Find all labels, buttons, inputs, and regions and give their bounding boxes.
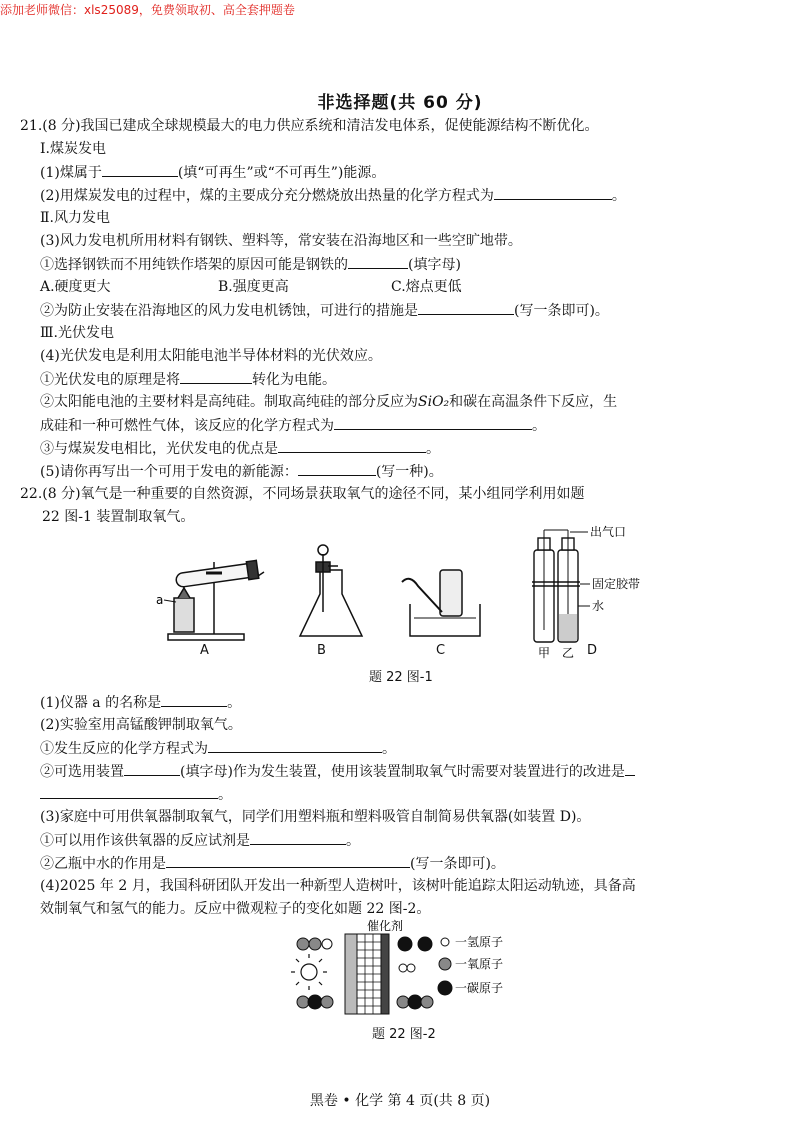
q22-part2-1: ①发生反应的化学方程式为 。 [40, 741, 396, 757]
q22-part3-1: ①可以用作该供氧器的反应试剂是 。 [40, 833, 360, 849]
answer-blank[interactable] [161, 693, 227, 707]
legend-carbon: 一碳原子 [455, 981, 504, 995]
q21-part3-1: ①选择钢铁而不用纯铁作塔架的原因可能是钢铁的 (填字母) [40, 257, 461, 273]
answer-blank[interactable] [180, 370, 252, 384]
q22-part4: (4)2025 年 2 月，我国科研团队开发出一种新型人造树叶，该树叶能追踪太阳运动轨迹，具备高 [40, 878, 636, 894]
q21-part4-2: ②太阳能电池的主要材料是高纯硅。制取高纯硅的部分反应为SiO₂和碳在高温条件下反应，生 [40, 394, 618, 410]
q21-heading-wind: Ⅱ.风力发电 [40, 210, 110, 226]
legend-hydrogen: 一氢原子 [455, 935, 504, 949]
answer-blank[interactable] [278, 439, 426, 453]
figure-22-2 [285, 918, 545, 1018]
molecules-product [397, 937, 433, 1009]
q21-part4: (4)光伏发电是利用太阳能电池半导体材料的光伏效应。 [40, 348, 382, 364]
q22-part2-2: ②可选用装置 (填字母)作为发生装置，使用该装置制取氧气时需要对装置进行的改进是 [40, 762, 635, 781]
page-footer: 黑卷 • 化学 第 4 页(共 8 页) [309, 1093, 491, 1109]
figure-22-1 [140, 520, 660, 670]
apparatus-b [300, 545, 362, 636]
fig1-label-b: B [317, 643, 326, 658]
q22-part2: (2)实验室用高锰酸钾制取氧气。 [40, 717, 242, 733]
label-gas-outlet: 出气口 [590, 525, 627, 539]
answer-blank[interactable] [348, 255, 408, 269]
q21-heading-solar: Ⅲ.光伏发电 [40, 325, 114, 341]
q21-option-a: A.硬度更大 [40, 279, 111, 295]
answer-blank[interactable] [40, 785, 218, 799]
q21-option-c: C.熔点更低 [391, 279, 462, 295]
answer-blank[interactable] [494, 186, 612, 200]
q21-option-b: B.强度更高 [218, 279, 289, 295]
section-title: 非选择题(共 60 分) [317, 93, 483, 113]
sun-icon [291, 954, 327, 990]
answer-blank[interactable] [208, 739, 382, 753]
fig1-label-d: D [587, 643, 598, 658]
q21-part4-2-cont: 成硅和一种可燃性气体，该反应的化学方程式为 。 [40, 418, 546, 434]
apparatus-c [402, 570, 480, 636]
answer-blank[interactable] [102, 163, 178, 177]
label-catalyst: 催化剂 [367, 919, 404, 933]
q22-part3-2: ②乙瓶中水的作用是 (写一条即可)。 [40, 856, 505, 872]
q22-stem-cont: 22 图-1 装置制取氧气。 [42, 509, 195, 525]
legend-oxygen: 一氧原子 [455, 957, 504, 971]
answer-blank[interactable] [298, 462, 376, 476]
watermark-text: 添加老师微信：xls25089，免费领取初、高全套押题卷 [0, 3, 295, 17]
label-fixed-tape: 固定胶带 [592, 577, 641, 591]
label-bottle-yi: 乙 [562, 646, 575, 660]
q21-heading-coal: Ⅰ.煤炭发电 [40, 141, 106, 157]
legend [438, 938, 452, 995]
q22-part1: (1)仪器 a 的名称是 。 [40, 695, 242, 711]
q21-part3: (3)风力发电机所用材料有钢铁、塑料等，常安装在沿海地区和一些空旷地带。 [40, 233, 522, 249]
answer-blank[interactable] [250, 831, 346, 845]
q21-part4-1: ①光伏发电的原理是将 转化为电能。 [40, 372, 336, 388]
label-water: 水 [592, 599, 605, 613]
catalyst-panel [345, 934, 389, 1014]
figure-22-1-caption: 题 22 图-1 [369, 670, 433, 685]
answer-blank[interactable] [124, 762, 180, 776]
figure-22-2-caption: 题 22 图-2 [372, 1027, 436, 1042]
q21-part5: (5)请你再写出一个可用于发电的新能源： (写一种)。 [40, 464, 443, 480]
fig1-label-c: C [436, 643, 446, 658]
q21-part1: (1)煤属于 (填“可再生”或“不可再生”)能源。 [40, 165, 386, 181]
q21-stem: 21.(8 分)我国已建成全球规模最大的电力供应系统和清洁发电体系，促使能源结构不断优化。 [20, 118, 599, 134]
answer-blank[interactable] [166, 854, 410, 868]
fig1-label-a: A [200, 643, 209, 658]
q22-part4-cont: 效制氧气和氢气的能力。反应中微观粒子的变化如题 22 图-2。 [40, 901, 431, 917]
q22-part3: (3)家庭中可用供氧器制取氧气，同学们用塑料瓶和塑料吸管自制简易供氧器(如装置 D)。 [40, 809, 591, 825]
q22-stem: 22.(8 分)氧气是一种重要的自然资源，不同场景获取氧气的途径不同，某小组同学利用如题 [20, 486, 585, 502]
label-bottle-jia: 甲 [538, 646, 551, 660]
q21-part2: (2)用煤炭发电的过程中，煤的主要成分充分燃烧放出热量的化学方程式为 。 [40, 188, 626, 204]
q21-part4-3: ③与煤炭发电相比，光伏发电的优点是 。 [40, 441, 440, 457]
apparatus-a [168, 560, 264, 640]
q22-part2-2-cont: 。 [40, 785, 232, 804]
apparatus-d [532, 530, 580, 642]
formula-sio2: SiO₂ [418, 394, 450, 410]
q21-part3-2: ②为防止安装在沿海地区的风力发电机锈蚀，可进行的措施是 (写一条即可)。 [40, 303, 609, 319]
label-a: a [156, 593, 164, 607]
answer-blank[interactable] [625, 762, 635, 776]
answer-blank[interactable] [418, 301, 514, 315]
answer-blank[interactable] [334, 416, 532, 430]
water-molecules-reactant [297, 938, 333, 1009]
